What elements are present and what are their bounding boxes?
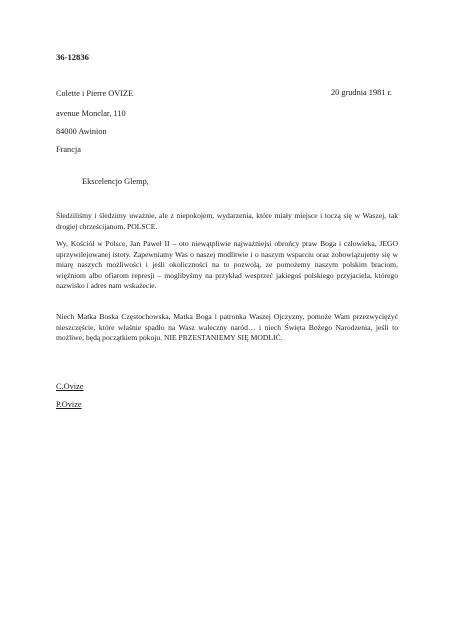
signature-pierre: P.Ovize: [56, 400, 82, 409]
signature-colette: C.Ovize: [56, 382, 84, 391]
sender-city: 84000 Awinion: [56, 127, 107, 136]
reference-number: 36-12836: [56, 52, 89, 62]
body-paragraph-1: Śledziliśmy i śledzimy uważnie, ale z niepokojem, wydarzenia, które miały miejsce i toczą się w Waszej, tak drogiej chrześcijanom, POLSCE.: [56, 211, 398, 231]
sender-street: avenue Monclar, 110: [56, 109, 126, 118]
sender-country: Francja: [56, 145, 81, 154]
letter-date: 20 grudnia 1981 r.: [331, 88, 392, 97]
sender-name: Colette i Pierre OVIZE: [56, 89, 134, 98]
body-paragraph-3: Niech Matka Boska Częstochowska, Matka Boga i patronka Waszej Ojczyzny, pomoże Wam przezwyciężyć nieszczęście, które właśnie spadło na Wasz waleczny naród… i niech Święta Bożego Narodzenia, jeśli to możliwe, będą początkiem pokoju. NIE PRZESTANIEMY SIĘ MODLIĆ.: [56, 312, 398, 343]
salutation: Ekscelencjo Glemp,: [82, 177, 149, 186]
body-paragraph-2: Wy, Kościół w Polsce, Jan Paweł II – oto niewątpliwie najważniejsi obrońcy praw Boga i człowieka, JEGO uprzywilejowanej istoty. Zapewniamy Was o naszej modlitwie i o naszym wsparciu oraz zobowiązujemy się w miarę naszych możliwości i jeśli okoliczności na to pozwolą, ze pomożemy naszym polskim braciom, więźniom albo ofiarom represji – moglibyśmy na przykład wesprzeć jakiegoś polskiego przyjaciela, którego nazwisko i adres nam wskażecie.: [56, 239, 398, 291]
